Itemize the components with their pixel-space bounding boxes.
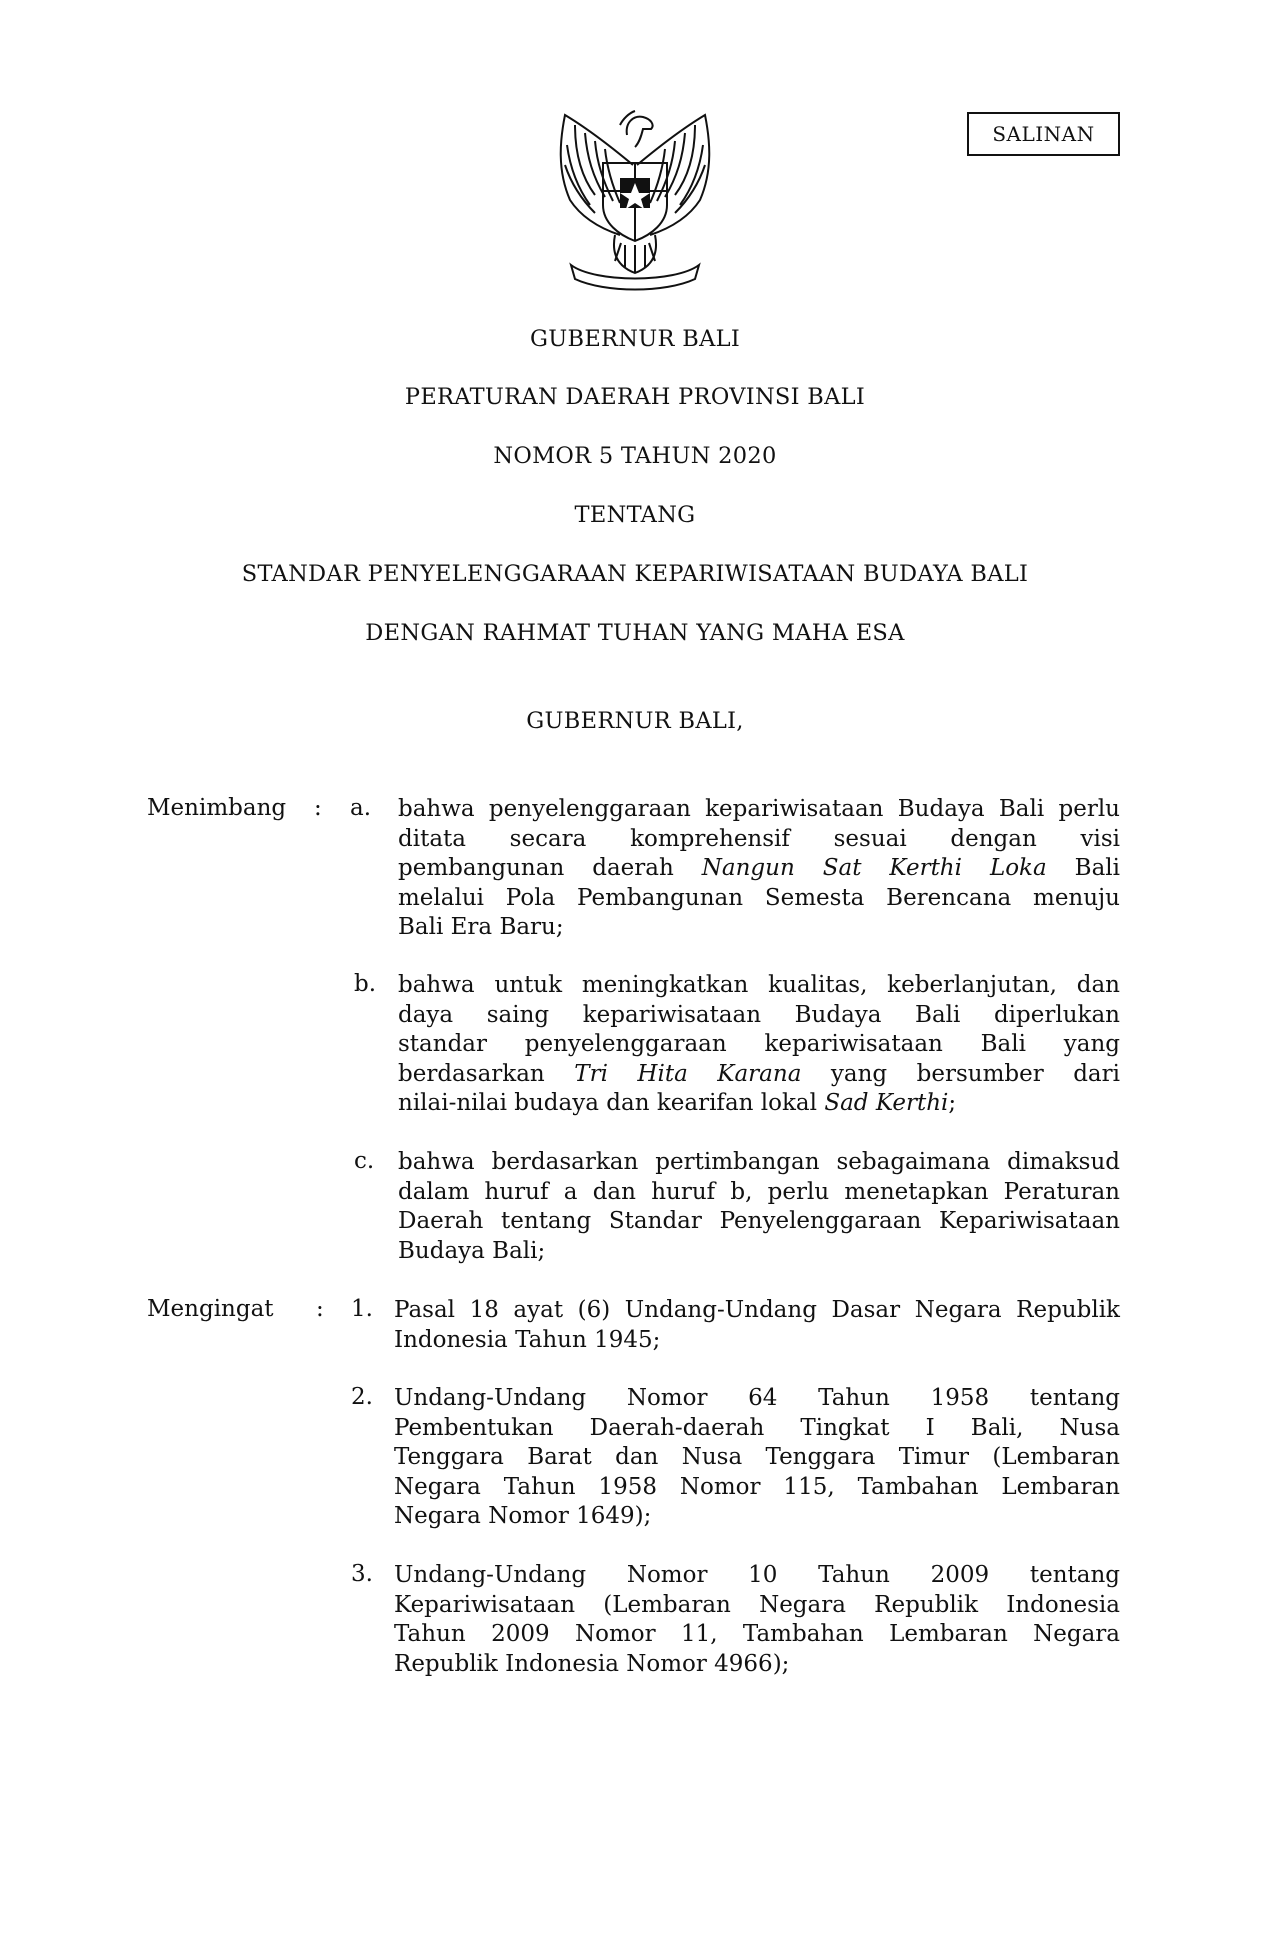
text-line [398,1060,1120,1090]
text-line: dalam huruf a dan huruf b, perlu menetapkan Peraturan [398,1178,1120,1205]
menimbang-marker-a: a. [350,795,372,821]
invocation: DENGAN RAHMAT TUHAN YANG MAHA ESA [365,620,905,646]
text-line: Tenggara Barat dan Nusa Tenggara Timur (Lembaran [394,1444,1120,1470]
text-line: Pasal 18 ayat (6) Undang-Undang Dasar Negara Republik [394,1297,1120,1323]
menimbang-item-a [398,795,1120,943]
text-line [398,854,1120,884]
text-line: Budaya Bali; [398,1237,546,1264]
text-run: nilai-nilai budaya dan kearifan lokal [398,1090,825,1116]
text-line: ditata secara komprehensif sesuai dengan visi [398,825,1120,852]
text-run: ; [948,1090,957,1116]
menimbang-marker-b: b. [354,971,377,997]
regulation-subject: STANDAR PENYELENGGARAAN KEPARIWISATAAN BUDAYA BALI [241,561,1029,587]
text-line: Negara Nomor 1649); [394,1503,652,1529]
menimbang-colon: : [314,795,322,821]
text-line: Undang-Undang Nomor 64 Tahun 1958 tentang [394,1385,1120,1411]
text-line: Daerah tentang Standar Penyelenggaraan Kepariwisataan [398,1208,1120,1234]
italic-term: Nangun Sat Kerthi Loka [701,855,1047,881]
regulation-number: NOMOR 5 TAHUN 2020 [493,443,777,469]
text-line: daya saing kepariwisataan Budaya Bali diperlukan [398,1001,1120,1028]
text-line: Negara Tahun 1958 Nomor 115, Tambahan Lembaran [394,1473,1120,1500]
regulation-about: TENTANG [574,502,696,528]
italic-term: Sad Kerthi [824,1090,949,1116]
mengingat-marker-3: 3. [351,1561,373,1587]
italic-term: Tri Hita Karana [574,1060,802,1087]
text-line: Kepariwisataan (Lembaran Negara Republik Indonesia [394,1591,1120,1618]
text-line [398,1089,1120,1119]
menimbang-item-b [398,971,1120,1119]
text-line: standar penyelenggaraan kepariwisataan Bali yang [398,1031,1120,1057]
issuer-title: GUBERNUR BALI [529,326,741,352]
garuda-emblem-icon [535,95,735,295]
mengingat-colon: : [316,1296,324,1322]
mengingat-item-1 [394,1296,1120,1355]
menimbang-label: Menimbang [147,795,287,821]
text-line: bahwa penyelenggaraan kepariwisataan Budaya Bali perlu [398,796,1120,822]
mengingat-marker-1: 1. [351,1296,373,1322]
text-line: bahwa untuk meningkatkan kualitas, keberlanjutan, dan [398,972,1120,998]
text-line: melalui Pola Pembangunan Semesta Berencana menuju [398,884,1120,911]
text-run: Bali [1046,855,1121,881]
text-run: yang bersumber dari [801,1060,1120,1087]
text-line: Undang-Undang Nomor 10 Tahun 2009 tentang [394,1562,1120,1588]
text-line: Bali Era Baru; [398,914,564,940]
mengingat-item-3 [394,1561,1120,1679]
mengingat-label: Mengingat [147,1296,274,1322]
mengingat-marker-2: 2. [351,1384,373,1410]
text-run: berdasarkan [398,1060,575,1087]
text-line: Tahun 2009 Nomor 11, Tambahan Lembaran Negara [394,1621,1120,1647]
regulation-type: PERATURAN DAERAH PROVINSI BALI [404,384,866,410]
text-line: Pembentukan Daerah-daerah Tingkat I Bali, Nusa [394,1414,1120,1441]
text-run: pembangunan daerah [398,855,702,881]
menimbang-marker-c: c. [354,1148,375,1174]
text-line: Indonesia Tahun 1945; [394,1326,661,1353]
mengingat-item-2 [394,1384,1120,1532]
issuer-signatory: GUBERNUR BALI, [526,708,744,734]
menimbang-item-c [398,1148,1120,1266]
salinan-stamp: SALINAN [967,112,1120,156]
text-line: bahwa berdasarkan pertimbangan sebagaimana dimaksud [398,1149,1120,1175]
text-line: Republik Indonesia Nomor 4966); [394,1650,790,1677]
